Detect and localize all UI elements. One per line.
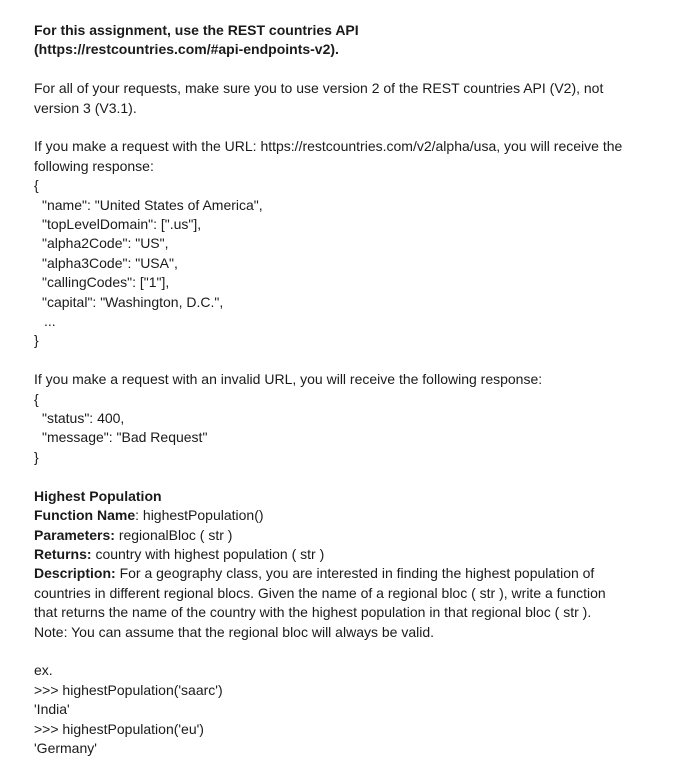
function-name-value: : highestPopulation(): [135, 507, 264, 524]
valid-response-field: "topLevelDomain": [".us"],: [42, 216, 202, 233]
heading-line-1: For this assignment, use the REST countries API: [34, 22, 359, 38]
returns-row: [34, 545, 664, 564]
description-row: [34, 564, 664, 583]
description-line-3: that returns the name of the country with the highest population in that regional bloc ( str ).: [34, 604, 592, 621]
assignment-document: [34, 21, 664, 758]
example-label: ex.: [34, 662, 53, 679]
valid-response-field: "callingCodes": ["1"],: [42, 274, 170, 291]
returns-label: Returns:: [34, 545, 92, 562]
heading-line-2: (https://restcountries.com/#api-endpoints-v2).: [34, 41, 339, 58]
example-line: 'India': [34, 701, 70, 718]
parameters-value: regionalBloc ( str ): [114, 526, 233, 543]
spacer: [34, 118, 664, 137]
valid-request-line-1: If you make a request with the URL: https://restcountries.com/v2/alpha/usa, you will receive the: [34, 138, 623, 155]
invalid-response-open-brace: {: [34, 390, 39, 407]
valid-request-line-2: following response:: [34, 157, 154, 174]
example-line: >>> highestPopulation('saarc'): [34, 681, 223, 698]
version-note-line-1: For all of your requests, make sure you to use version 2 of the REST countries API (V2), not: [34, 80, 604, 97]
parameters-label: Parameters:: [34, 526, 115, 543]
description-line-2: countries in different regional blocs. Given the name of a regional bloc ( str ), write a function: [34, 584, 606, 601]
valid-response-field: "alpha3Code": "USA",: [42, 254, 178, 271]
function-name-row: [34, 506, 664, 525]
invalid-response-field: "message": "Bad Request": [42, 429, 208, 446]
function-name-label: Function Name: [34, 507, 136, 524]
description-label: Description:: [34, 565, 116, 582]
example-line: 'Germany': [34, 739, 97, 756]
valid-response-field: "name": "United States of America",: [42, 196, 263, 213]
spacer: [34, 351, 664, 370]
invalid-response-close-brace: }: [34, 448, 39, 465]
returns-value: country with highest population ( str ): [91, 545, 325, 562]
valid-response-field: "capital": "Washington, D.C.",: [42, 293, 224, 310]
example-line: >>> highestPopulation('eu'): [34, 720, 204, 737]
spacer: [34, 60, 664, 79]
valid-response-close-brace: }: [34, 332, 39, 349]
description-line-1: For a geography class, you are interested in finding the highest population of: [115, 565, 595, 582]
description-line-4: Note: You can assume that the regional bloc will always be valid.: [34, 623, 435, 640]
spacer: [34, 642, 664, 661]
invalid-response-field: "status": 400,: [42, 410, 125, 427]
valid-response-ellipsis: ...: [44, 313, 56, 330]
version-note-line-2: version 3 (V3.1).: [34, 99, 137, 116]
spacer: [34, 467, 664, 486]
invalid-request-line-1: If you make a request with an invalid URL, you will receive the following response:: [34, 371, 543, 388]
valid-response-field: "alpha2Code": "US",: [42, 235, 169, 252]
problem-title: Highest Population: [34, 487, 162, 504]
valid-response-open-brace: {: [34, 177, 39, 194]
parameters-row: [34, 526, 664, 545]
